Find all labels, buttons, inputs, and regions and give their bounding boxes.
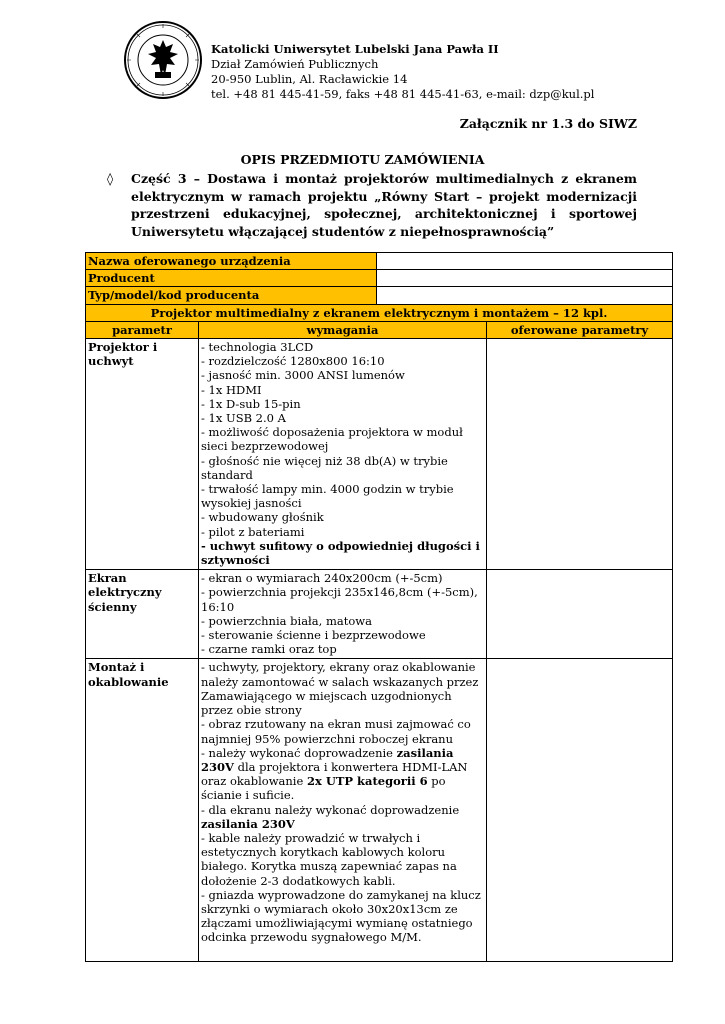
address-line: 20-950 Lublin, Al. Racławickie 14	[211, 72, 408, 86]
requirement-line: - możliwość doposażenia projektora w moduł sieci bezprzewodowej	[201, 425, 463, 454]
part-description	[107, 170, 637, 240]
requirement-line: - powierzchnia biała, matowa	[201, 613, 372, 628]
offered-cell[interactable]	[487, 570, 673, 659]
requirements-cell	[199, 570, 487, 659]
table-row	[86, 570, 673, 659]
requirement-line: - trwałość lampy min. 4000 godzin w trybie wysokiej jasności	[201, 482, 454, 511]
producer-label: Producent	[86, 270, 377, 287]
parameter-cell: Ekran elektryczny ścienny	[86, 570, 199, 659]
contact-line: tel. +48 81 445-41-59, faks +48 81 445-41-63, e-mail: dzp@kul.pl	[211, 87, 595, 101]
column-header-offered: oferowane parametry	[487, 321, 673, 338]
requirement-line: - pilot z bateriami	[201, 524, 305, 539]
requirement-line: - powierzchnia projekcji 235x146,8cm (+-5cm), 16:10	[201, 585, 478, 614]
diamond-bullet-icon: ◊	[107, 171, 114, 186]
requirement-line: - ekran o wymiarach 240x200cm (+-5cm)	[201, 571, 443, 586]
column-header-requirements: wymagania	[199, 321, 487, 338]
model-field[interactable]	[377, 287, 673, 304]
requirement-line: - uchwyty, projektory, ekrany oraz okablowanie należy zamontować w salach wskazanych przez Zamawiającego w miejscach uzgodnionych przez obie strony	[201, 660, 479, 718]
requirement-line: - technologia 3LCD	[201, 340, 314, 355]
requirement-line: - kable należy prowadzić w trwałych i estetycznych korytkach kablowych koloru białego. Korytka muszą zapewniać zapas na dołożenie 2-3 dodatkowych kabli.	[201, 830, 457, 888]
requirement-line: - 1x USB 2.0 A	[201, 411, 286, 426]
section-title-row	[86, 304, 673, 321]
requirement-line: - 1x D-sub 15-pin	[201, 396, 301, 411]
requirement-line: - głośność nie więcej niż 38 db(A) w trybie standard	[201, 453, 448, 482]
requirement-line: - gniazda wyprowadzone do zamykanej na klucz skrzynki o wymiarach około 30x20x13cm ze złączami umożliwiającymi wymianę ostatniego odcinka przewodu sygnałowego M/M.	[201, 887, 481, 945]
annex-number: Załącznik nr 1.3 do SIWZ	[459, 116, 637, 131]
device-name-label: Nazwa oferowanego urządzenia	[86, 253, 377, 270]
column-header-row	[86, 321, 673, 338]
form-row-model	[86, 287, 673, 304]
offered-cell[interactable]	[487, 339, 673, 570]
form-row-device-name	[86, 253, 673, 270]
specification-table	[85, 252, 673, 962]
producer-field[interactable]	[377, 270, 673, 287]
department-name: Dział Zamówień Publicznych	[211, 57, 379, 71]
parameter-cell: Projektor i uchwyt	[86, 339, 199, 570]
model-label: Typ/model/kod producenta	[86, 287, 377, 304]
table-row	[86, 659, 673, 961]
institution-header	[211, 42, 594, 102]
requirements-cell	[199, 659, 487, 961]
requirement-line: - sterowanie ścienne i bezprzewodowe	[201, 628, 426, 643]
requirement-line: - 1x HDMI	[201, 382, 262, 397]
requirement-line: - dla ekranu należy wykonać doprowadzenie zasilania 230V	[201, 802, 460, 831]
requirement-line: - rozdzielczość 1280x800 16:10	[201, 354, 385, 369]
section-title: Projektor multimedialny z ekranem elektrycznym i montażem – 12 kpl.	[86, 304, 673, 321]
requirements-cell	[199, 339, 487, 570]
requirement-line: - jasność min. 3000 ANSI lumenów	[201, 368, 405, 383]
document-title: OPIS PRZEDMIOTU ZAMÓWIENIA	[240, 152, 485, 167]
part-text: Część 3 – Dostawa i montaż projektorów multimedialnych z ekranem elektrycznym w ramach projektu „Równy Start – projekt modernizacji przestrzeni edukacyjnej, społecznej, architektonicznej i sportowej Uniwersytetu włączającej studentów z niepełnosprawnością”	[131, 171, 637, 239]
form-row-producer	[86, 270, 673, 287]
offered-cell[interactable]	[487, 659, 673, 961]
requirement-line: - uchwyt sufitowy o odpowiedniej długości i sztywności	[201, 538, 480, 568]
requirement-line: - należy wykonać doprowadzenie zasilania 230V dla projektora i konwertera HDMI-LAN oraz okablowanie 2x UTP kategorii 6 po ścianie i suficie.	[201, 745, 468, 803]
parameter-cell: Montaż i okablowanie	[86, 659, 199, 961]
device-name-field[interactable]	[377, 253, 673, 270]
requirement-line: - wbudowany głośnik	[201, 510, 324, 525]
requirement-line: - czarne ramki oraz top	[201, 642, 337, 657]
requirement-line: - obraz rzutowany na ekran musi zajmować co najmniej 95% powierzchni roboczej ekranu	[201, 717, 471, 746]
university-seal-icon	[123, 20, 203, 100]
column-header-parameter: parametr	[86, 321, 199, 338]
table-row	[86, 339, 673, 570]
university-name: Katolicki Uniwersytet Lubelski Jana Pawła II	[211, 42, 499, 56]
